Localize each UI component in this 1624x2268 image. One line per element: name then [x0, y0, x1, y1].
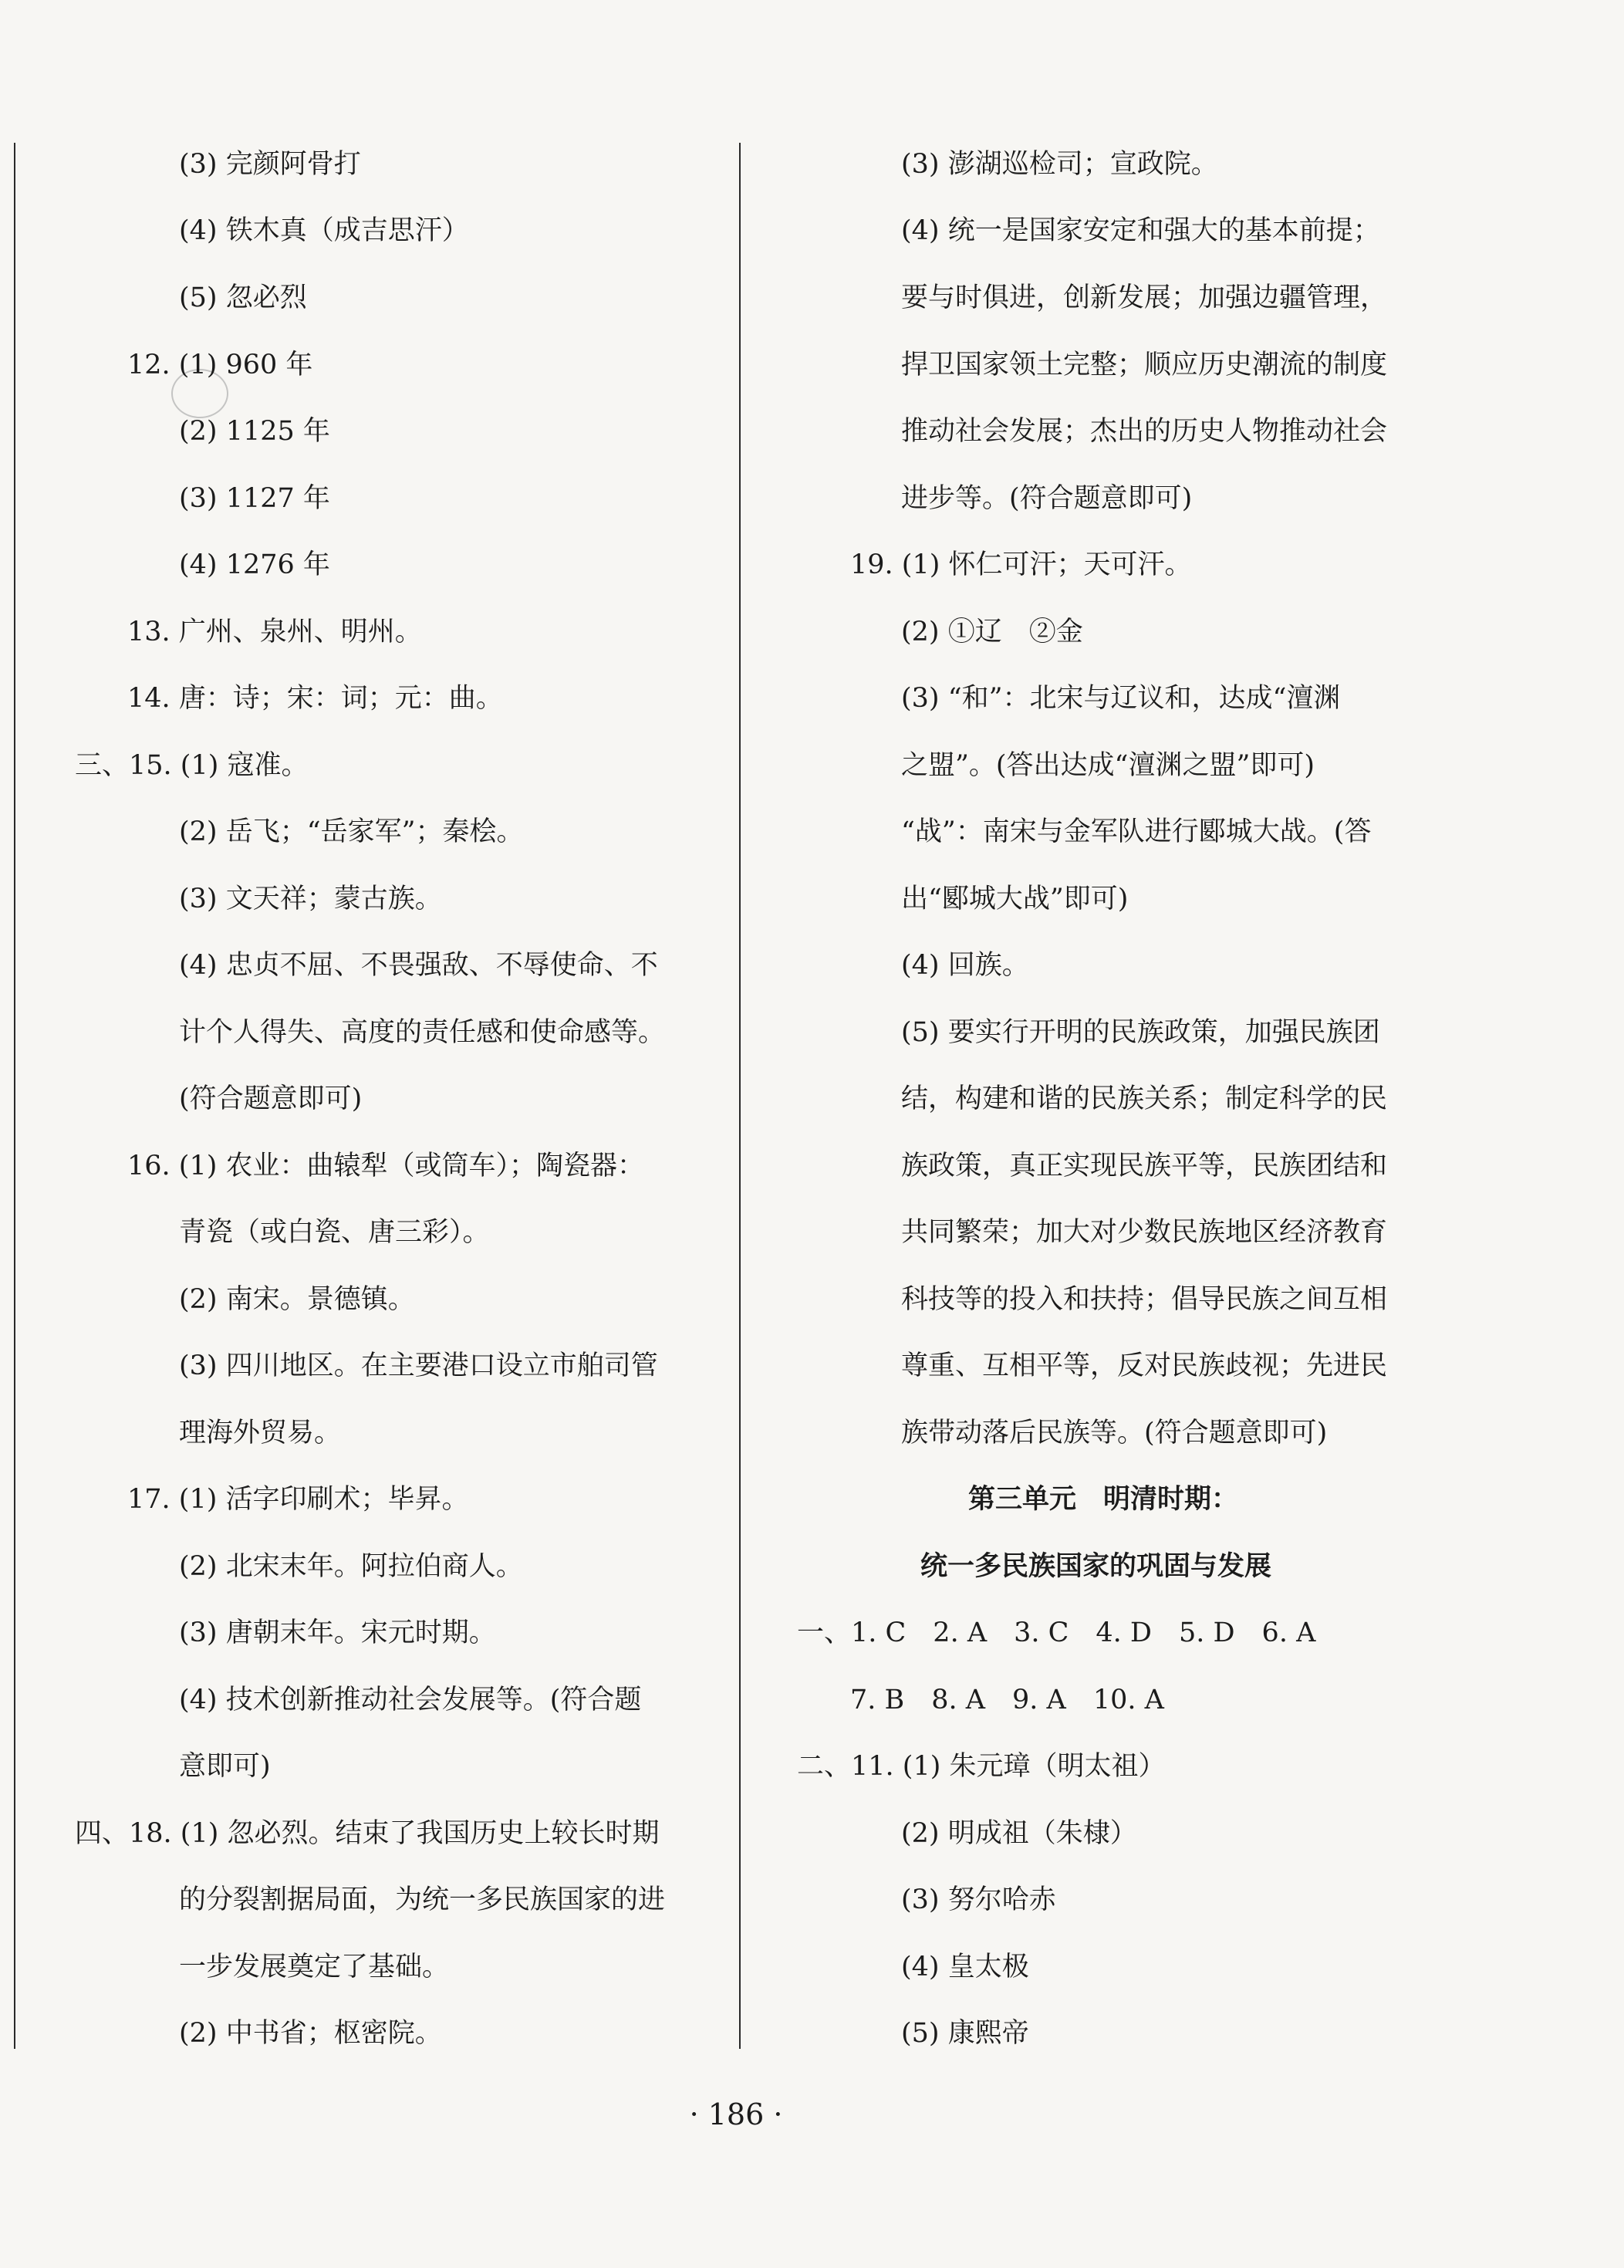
answer-line: 三、15. (1) 寇准。: [75, 750, 309, 781]
answer-line: (2) 中书省；枢密院。: [179, 2018, 442, 2049]
answer-line: (3) 四川地区。在主要港口设立市舶司管: [179, 1350, 658, 1381]
answer-line: 意即可): [179, 1751, 271, 1782]
answer-line: (4) 统一是国家安定和强大的基本前提；: [901, 215, 1380, 246]
answer-line: 进步等。(符合题意即可): [901, 483, 1193, 514]
answer-line: (5) 要实行开明的民族政策，加强民族团: [901, 1017, 1380, 1048]
unit-subheading: 统一多民族国家的巩固与发展: [920, 1550, 1272, 1582]
answer-line: “战”：南宋与金军队进行郾城大战。(答: [901, 816, 1372, 847]
answer-line: (3) 完颜阿骨打: [179, 149, 361, 180]
answer-line: (2) 岳飞；“岳家军”；秦桧。: [179, 816, 524, 847]
answer-line: 推动社会发展；杰出的历史人物推动社会: [901, 416, 1388, 447]
unit-heading: 第三单元 明清时期：: [968, 1483, 1239, 1515]
answer-line: 要与时俱进，创新发展；加强边疆管理，: [901, 282, 1388, 313]
answer-line: 捍卫国家领土完整；顺应历史潮流的制度: [901, 350, 1388, 380]
answer-line: (2) 北宋末年。阿拉伯商人。: [179, 1551, 523, 1582]
answer-line: (3) 努尔哈赤: [901, 1884, 1056, 1915]
answer-line: 一步发展奠定了基础。: [179, 1952, 450, 1982]
answer-line: (5) 忽必烈: [179, 282, 307, 313]
answer-line: 19. (1) 怀仁可汗；天可汗。: [850, 549, 1192, 580]
answer-line: 科技等的投入和扶持；倡导民族之间互相: [901, 1284, 1388, 1315]
answer-line: (符合题意即可): [179, 1083, 363, 1114]
answer-line: (4) 忠贞不屈、不畏强敌、不辱使命、不: [179, 950, 658, 981]
answer-line: (4) 1276 年: [179, 549, 330, 580]
answer-line: (3) 1127 年: [179, 483, 330, 514]
answer-line: 理海外贸易。: [179, 1418, 342, 1448]
answer-line: 青瓷（或白瓷、唐三彩）。: [179, 1217, 490, 1248]
answer-line: 16. (1) 农业：曲辕犁（或筒车）；陶瓷器：: [127, 1151, 644, 1181]
answer-line: 13. 广州、泉州、明州。: [127, 617, 422, 647]
answer-line: 族带动落后民族等。(符合题意即可): [901, 1418, 1328, 1448]
column-divider: [739, 143, 741, 2049]
answer-line: 出“郾城大战”即可): [901, 884, 1129, 914]
answer-line: 12. (1) 960 年: [127, 350, 313, 380]
answer-line: 族政策，真正实现民族平等，民族团结和: [901, 1151, 1388, 1181]
answer-line: 计个人得失、高度的责任感和使命感等。: [179, 1017, 666, 1048]
answer-line: 17. (1) 活字印刷术；毕昇。: [127, 1484, 469, 1515]
answer-line: (4) 皇太极: [901, 1952, 1029, 1982]
answer-line: (5) 康熙帝: [901, 2018, 1029, 2049]
answer-line: 结，构建和谐的民族关系；制定科学的民: [901, 1083, 1388, 1114]
answer-line: (2) 南宋。景德镇。: [179, 1284, 415, 1315]
answer-line: 尊重、互相平等，反对民族歧视；先进民: [901, 1350, 1388, 1381]
answer-line: 共同繁荣；加大对少数民族地区经济教育: [901, 1217, 1388, 1248]
answer-line: (4) 铁木真（成吉思汗）: [179, 215, 469, 246]
answer-line: (2) ①辽 ②金: [901, 617, 1083, 647]
answer-line: (3) 澎湖巡检司；宣政院。: [901, 149, 1218, 180]
left-margin-rule: [14, 143, 15, 2049]
answer-line: 一、1. C 2. A 3. C 4. D 5. D 6. A: [797, 1617, 1316, 1648]
answer-line: 7. B 8. A 9. A 10. A: [850, 1685, 1164, 1715]
answer-line: (4) 技术创新推动社会发展等。(符合题: [179, 1685, 642, 1715]
answer-line: (2) 明成祖（朱棣）: [901, 1818, 1137, 1849]
answer-line: (2) 1125 年: [179, 416, 330, 447]
answer-line: (3) “和”：北宋与辽议和，达成“澶渊: [901, 683, 1341, 714]
page-number: · 186 ·: [689, 2097, 783, 2131]
answer-line: 二、11. (1) 朱元璋（明太祖）: [797, 1751, 1166, 1782]
answer-line: (3) 文天祥；蒙古族。: [179, 884, 442, 914]
answer-line: (4) 回族。: [901, 950, 1029, 981]
answer-line: 的分裂割据局面，为统一多民族国家的进: [179, 1884, 666, 1915]
answer-line: 之盟”。(答出达成“澶渊之盟”即可): [901, 750, 1315, 781]
answer-line: 四、18. (1) 忽必烈。结束了我国历史上较长时期: [75, 1818, 660, 1849]
answer-line: (3) 唐朝末年。宋元时期。: [179, 1617, 496, 1648]
answer-line: 14. 唐：诗；宋：词；元：曲。: [127, 683, 503, 714]
